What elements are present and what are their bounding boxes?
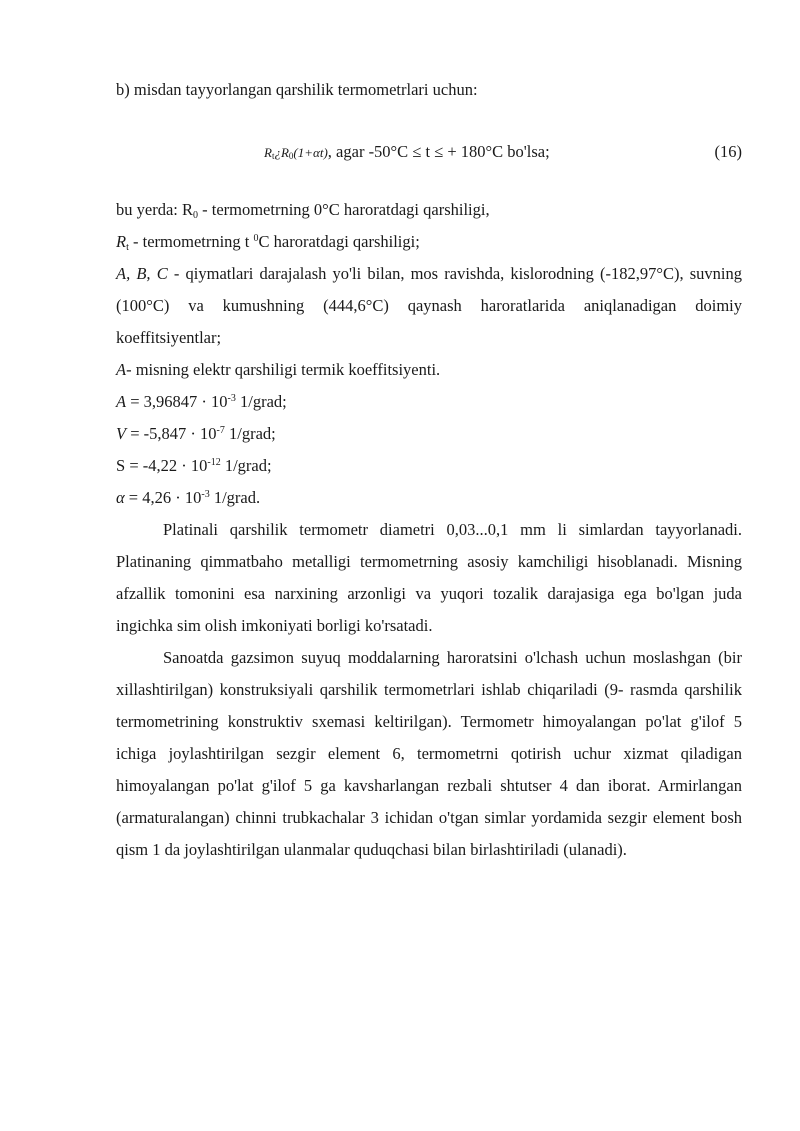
eq-lhs: R [264, 145, 272, 160]
definition-a-symbol: A [116, 360, 127, 379]
definition-abc-text: - qiymatlari darajalash yo'li bilan, mos ravishda, kislorodning (-182,97°C), suvning (100°C) va kumushning (444,6°C) qaynash haroratlarida aniqlanadigan doimiy koeffitsiyentlar; [116, 264, 743, 347]
paragraph-industry: Sanoatda gazsimon suyuq moddalarning haroratsini o'lchash uchun moslashgan (bir xillashtirilgan) konstruksiyali qarshilik termometrlari ishlab chiqariladi (9- rasmda qarshilik termometrining konstruktiv sxemasi keltirilgan). Termometr himoyalangan po'lat g'ilof 5 ichiga joylashtirilgan sezgir element 6, termometrni qotirish uchur xizmat qiladigan himoyalangan po'lat g'ilof 5 ga kavsharlangan rezbali shtutser 4 dan iborat. Armirlangan (armaturalangan) chinni trubkachalar 3 ichidan o'tgan simlar yordamida sezgir element bosh qism 1 da joylashtirilgan ulanmalar quduqchasi bilan birlashtiriladi (ulanadi). [116, 648, 742, 859]
value-unit: 1/grad. [209, 488, 261, 507]
value-symbol: V [116, 424, 127, 443]
value-v [116, 418, 742, 450]
eq-expr: (1+αt) [293, 145, 328, 160]
definition-r0-prefix: bu yerda: R [116, 200, 193, 219]
definition-abc [116, 258, 742, 354]
equation-formula [264, 136, 550, 172]
value-text: = 3,96847 · 10 [126, 392, 228, 411]
definition-r0 [116, 194, 742, 226]
definition-rt-sup: 0 [253, 233, 259, 244]
definition-r0-sub: 0 [192, 210, 198, 221]
definition-rt [116, 226, 742, 258]
eq-condition: , agar -50°C ≤ t ≤ + 180°C bo'lsa; [327, 142, 550, 161]
eq-symbol: ¿ [274, 145, 281, 160]
definition-a-text: - misning elektr qarshiligi termik koeffitsiyenti. [126, 360, 441, 379]
document-page [116, 74, 742, 866]
definition-rt-symbol: R [116, 232, 127, 251]
definition-r0-text: - termometrning 0°C haroratdagi qarshiligi, [197, 200, 490, 219]
value-a [116, 386, 742, 418]
value-exponent: -3 [201, 489, 210, 500]
eq-rhs: R [280, 145, 289, 160]
value-unit: 1/grad; [224, 424, 276, 443]
eq-rhs-sub: 0 [288, 151, 294, 161]
equation-number: (16) [714, 142, 742, 161]
equation-math [264, 145, 328, 160]
value-symbol: A [116, 392, 127, 411]
eq-lhs-sub: t [271, 151, 275, 161]
paragraph-platinum: Platinali qarshilik termometr diametri 0,03...0,1 mm li simlardan tayyorlanadi. Platinaning qimmatbaho metalligi termometrning asosiy kamchiligi hisoblanadi. Misning afzallik tomonini esa narxining arzonligi va yuqori tozalik darajasiga ega bo'lgan juda ingichka sim olish imkoniyati borligi ko'rsatadi. [116, 520, 742, 635]
section-heading-b: b) misdan tayyorlangan qarshilik termometrlari uchun: [116, 80, 478, 99]
value-text: = -4,22 · 10 [125, 456, 208, 475]
value-exponent: -12 [207, 457, 221, 468]
value-text: = 4,26 · 10 [124, 488, 202, 507]
definition-a [116, 354, 742, 386]
value-symbol: α [116, 488, 125, 507]
value-unit: 1/grad; [220, 456, 272, 475]
value-exponent: -7 [216, 425, 225, 436]
value-s [116, 450, 742, 482]
definition-rt-text-b: C haroratdagi qarshiligi; [258, 232, 420, 251]
definition-rt-text: - termometrning t [128, 232, 254, 251]
value-alpha [116, 482, 742, 514]
value-text: = -5,847 · 10 [126, 424, 217, 443]
value-unit: 1/grad; [235, 392, 287, 411]
definition-rt-sub: t [126, 242, 129, 253]
equation-16 [116, 136, 742, 168]
definition-abc-symbols: A, B, C [116, 264, 168, 283]
value-exponent: -3 [227, 393, 236, 404]
value-symbol: S [116, 456, 126, 475]
